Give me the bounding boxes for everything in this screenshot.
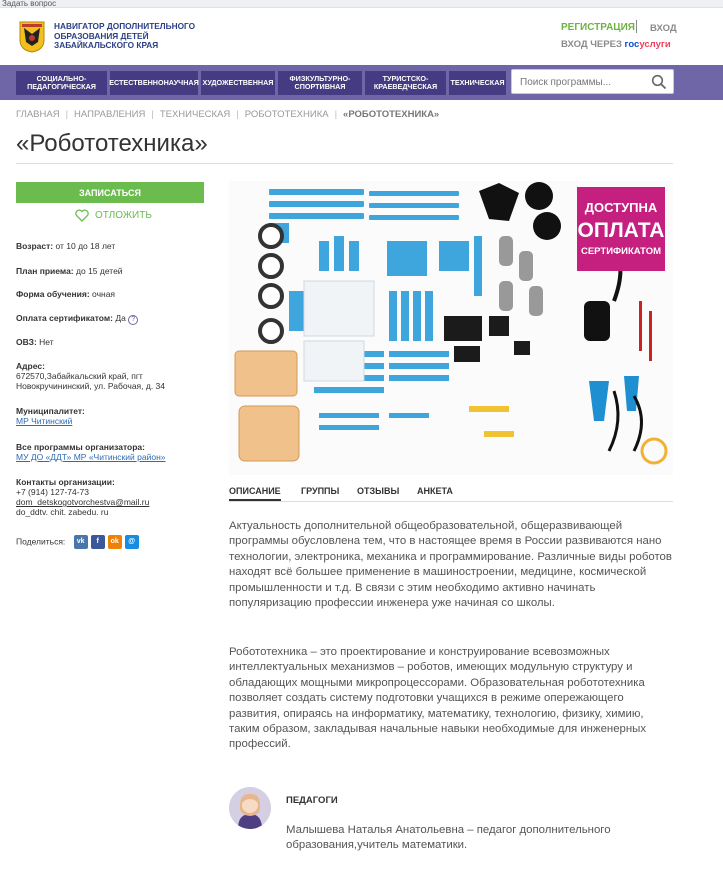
brand-line-1: НАВИГАТОР ДОПОЛНИТЕЛЬНОГО xyxy=(54,21,196,31)
contact-email[interactable]: dom_detskogotvorchestva@mail.ru xyxy=(16,497,150,507)
breadcrumb-current: «РОБОТОТЕХНИКА» xyxy=(343,109,440,120)
login-link[interactable]: ВХОД xyxy=(650,23,677,34)
breadcrumb-sep: | xyxy=(65,109,69,120)
title-divider xyxy=(16,163,673,164)
program-search xyxy=(511,69,674,94)
certificate-value: Да xyxy=(115,313,126,323)
brand-line-3: ЗАБАЙКАЛЬСКОГО КРАЯ xyxy=(54,40,159,50)
tab-questionnaire[interactable]: АНКЕТА xyxy=(417,486,453,496)
nav-item-sport[interactable]: ФИЗКУЛЬТУРНО-СПОРТИВНАЯ xyxy=(278,71,362,95)
program-tabs xyxy=(229,486,673,502)
organizer-block xyxy=(16,442,166,462)
contact-site[interactable]: do_ddtv. chit. zabedu. ru xyxy=(16,507,109,517)
gosuslugi-login-link[interactable] xyxy=(561,39,671,50)
save-for-later-button[interactable] xyxy=(75,209,152,222)
nav-item-tourism[interactable]: ТУРИСТСКО-КРАЕВЕДЧЕСКАЯ xyxy=(365,71,446,95)
search-icon[interactable] xyxy=(651,74,667,90)
address-line-1: 672570,Забайкальский край, пгт xyxy=(16,371,143,381)
teachers-heading: ПЕДАГОГИ xyxy=(286,795,338,806)
plan-row xyxy=(16,266,123,276)
nav-item-social[interactable]: СОЦИАЛЬНО-ПЕДАГОГИЧЕСКАЯ xyxy=(16,71,107,95)
heart-icon xyxy=(75,209,89,222)
certificate-label: Оплата сертификатом: xyxy=(16,313,113,323)
breadcrumb-sep: | xyxy=(236,109,239,120)
share-row xyxy=(16,535,139,549)
breadcrumb-technical[interactable]: ТЕХНИЧЕСКАЯ xyxy=(159,109,231,120)
organizer-label: Все программы организатора: xyxy=(16,442,145,452)
teacher-name: Малышева Наталья Анатольевна – педагог дополнительного образования,учитель математики. xyxy=(286,824,611,852)
municipality-link[interactable]: МР Читинский xyxy=(16,416,73,426)
badge-line-3: СЕРТИФИКАТОМ xyxy=(580,246,662,258)
age-row xyxy=(16,241,115,251)
gos-prefix: ВХОД ЧЕРЕЗ xyxy=(561,39,622,50)
breadcrumb-sep: | xyxy=(334,109,338,120)
top-strip xyxy=(0,0,723,8)
breadcrumb-sep: | xyxy=(151,109,154,120)
municipality-label: Муниципалитет: xyxy=(16,406,85,416)
gos-logo-part2: услуги xyxy=(639,39,671,50)
save-for-later-label: ОТЛОЖИТЬ xyxy=(95,210,152,221)
breadcrumb-robotics[interactable]: РОБОТОТЕХНИКА xyxy=(244,109,329,120)
tab-description[interactable]: ОПИСАНИЕ xyxy=(229,486,281,501)
plan-value: до 15 детей xyxy=(76,266,123,276)
form-value: очная xyxy=(92,289,116,299)
ovz-row xyxy=(16,337,54,347)
share-label: Поделиться: xyxy=(16,536,66,547)
municipality-block xyxy=(16,406,85,426)
vk-icon[interactable]: vk xyxy=(74,535,88,549)
page-title: «Робототехника» xyxy=(16,130,208,157)
tab-reviews[interactable]: ОТЗЫВЫ xyxy=(357,486,400,496)
ask-question-link[interactable]: Задать вопрос xyxy=(2,0,57,8)
site-header xyxy=(0,9,723,65)
form-row xyxy=(16,289,115,299)
address-label: Адрес: xyxy=(16,361,45,371)
description-paragraph-1: Актуальность дополнительной общеобразовательной, общеразвивающей программы обусловлена тем, что в настоящее время в России развиваются нано технологии, электроника, механика и программирование. Различные виды роботов находят всё большее применение в машиностроении, медицине, космической промышленности и т.д. В связи с этим необходимо активно начинать популяризацию профессии инженера уже начиная со школы. xyxy=(229,520,672,610)
search-input[interactable] xyxy=(520,75,650,89)
share-icons xyxy=(74,535,139,549)
badge-line-1: ДОСТУПНА xyxy=(584,200,658,216)
contacts-label: Контакты организации: xyxy=(16,477,115,487)
facebook-icon[interactable]: f xyxy=(91,535,105,549)
gos-logo-part1: гос xyxy=(624,39,640,50)
certificate-payment-badge xyxy=(577,187,665,271)
address-line-2: Новокручининский, ул. Рабочая, д. 34 xyxy=(16,381,166,391)
teacher-avatar xyxy=(229,787,271,829)
site-brand-name[interactable] xyxy=(54,22,234,51)
contacts-block xyxy=(16,477,149,517)
register-link[interactable]: РЕГИСТРАЦИЯ xyxy=(561,22,635,33)
age-value: от 10 до 18 лет xyxy=(55,241,116,251)
help-icon[interactable]: ? xyxy=(128,315,138,325)
odnoklassniki-icon[interactable]: ok xyxy=(108,535,122,549)
tab-groups[interactable]: ГРУППЫ xyxy=(301,486,340,496)
certificate-row xyxy=(16,313,138,325)
nav-item-science[interactable]: ЕСТЕСТВЕННОНАУЧНАЯ xyxy=(110,71,198,95)
form-label: Форма обучения: xyxy=(16,289,90,299)
organizer-link[interactable]: МУ ДО «ДДТ» МР «Читинский район» xyxy=(16,452,166,462)
brand-line-2: ОБРАЗОВАНИЯ ДЕТЕЙ xyxy=(54,30,149,41)
nav-item-art[interactable]: ХУДОЖЕСТВЕННАЯ xyxy=(201,71,275,95)
directions-nav xyxy=(0,65,723,100)
ovz-value: Нет xyxy=(39,337,54,347)
breadcrumb xyxy=(16,109,439,120)
avatar-illustration xyxy=(229,787,271,829)
moimir-icon[interactable]: @ xyxy=(125,535,139,549)
header-divider xyxy=(636,20,637,33)
coat-of-arms-logo[interactable] xyxy=(18,20,46,53)
ovz-label: ОВЗ: xyxy=(16,337,37,347)
breadcrumb-directions[interactable]: НАПРАВЛЕНИЯ xyxy=(74,109,146,120)
address-block xyxy=(16,361,165,391)
badge-line-2: ОПЛАТА xyxy=(577,219,665,243)
nav-item-technical[interactable]: ТЕХНИЧЕСКАЯ xyxy=(449,71,506,95)
description-paragraph-2: Робототехника – это проектирование и конструирование всевозможных интеллектуальных механизмов – роботов, имеющих модульную структуру и обладающих мощными микропроцессорами. Образовательная робототехника позволяет создать систему подготовки учащихся в режиме опережающего развития, опираясь на информатику, математику, технологию, физику, химию, таким образом, закладывая начальные навыки необходимые для инженерных профессий. xyxy=(229,646,647,751)
signup-button[interactable]: ЗАПИСАТЬСЯ xyxy=(16,182,204,203)
age-label: Возраст: xyxy=(16,241,54,251)
breadcrumb-home[interactable]: ГЛАВНАЯ xyxy=(16,109,60,120)
plan-label: План приема: xyxy=(16,266,74,276)
contact-phone: +7 (914) 127-74-73 xyxy=(16,487,90,497)
